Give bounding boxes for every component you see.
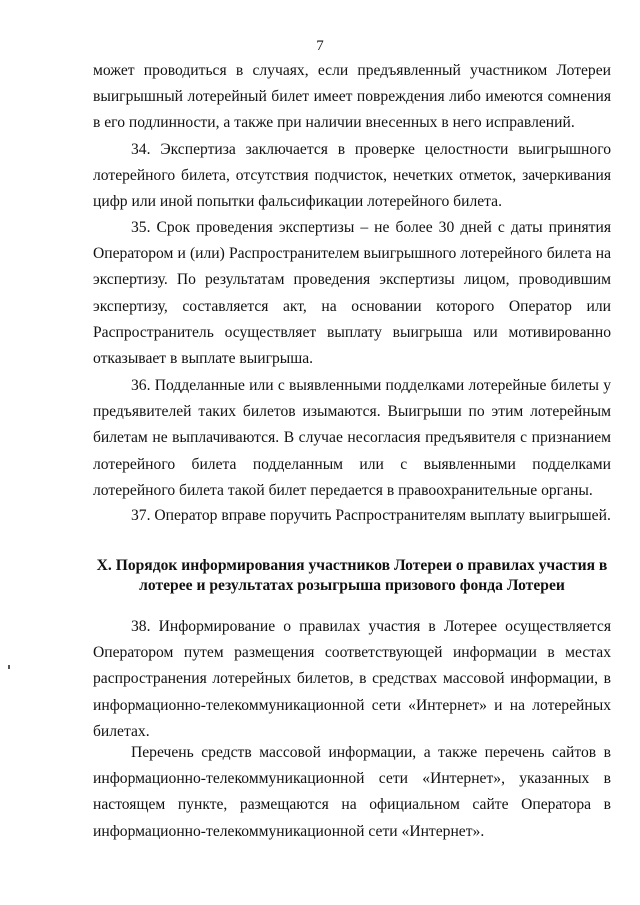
paragraph-34	[93, 137, 611, 216]
paragraph-continuation	[93, 58, 611, 137]
paragraph-text: 34. Экспертиза заключается в проверке целостности выигрышного лотерейного билета, отсутствия подчисток, нечетких отметок, зачеркивания цифр или иной попытки фальсификации лотерейного билета.	[93, 141, 611, 211]
paragraph-text: Перечень средств массовой информации, а также перечень сайтов в информационно-телекоммуникационной сети «Интернет», указанных в настоящем пункте, размещаются на официальном сайте Оператора в информационно-телекоммуникационной сети «Интернет».	[93, 744, 611, 840]
paragraph-text: может проводиться в случаях, если предъявленный участником Лотереи выигрышный лотерейный билет имеет повреждения либо имеются сомнения в его подлинности, а также при наличии внесенных в него исправлений.	[93, 62, 611, 132]
section-heading-line-2: лотерее и результатах розыгрыша призового фонда Лотереи	[139, 577, 565, 594]
paragraph-text: 35. Срок проведения экспертизы – не более 30 дней с даты принятия Оператором и (или) Распространителем выигрышного лотерейного билета на экспертизу. По результатам проведения экспертизы лицом, проводившим экспертизу, составляется акт, на основании которого Оператор или Распространитель осуществляет выплату выигрыша или мотивированно отказывает в выплате выигрыша.	[93, 219, 611, 368]
scan-edge-mark	[8, 665, 10, 669]
paragraph-37	[93, 503, 611, 529]
paragraph-text: 38. Информирование о правилах участия в Лотерее осуществляется Оператором путем размещения соответствующей информации в местах распространения лотерейных билетов, в средствах массовой информации, в информационно-телекоммуникационной сети «Интернет» и на лотерейных билетах.	[93, 618, 611, 740]
paragraph-36	[93, 373, 611, 504]
section-heading	[93, 556, 611, 596]
paragraph-media-list	[93, 740, 611, 845]
paragraph-text: 36. Подделанные или с выявленными подделками лотерейные билеты у предъявителей таких билетов изымаются. Выигрыши по этим лотерейным билетам не выплачиваются. В случае несогласия предъявителя с признанием лотерейного билета подделанным или с выявленными подделками лотерейного билета такой билет передается в правоохранительные органы.	[93, 377, 611, 499]
paragraph-text: 37. Оператор вправе поручить Распространителям выплату выигрышей.	[131, 507, 611, 524]
page-number: 7	[316, 38, 324, 54]
section-heading-line-1: X. Порядок информирования участников Лотереи о правилах участия в	[96, 557, 608, 574]
paragraph-35	[93, 215, 611, 372]
paragraph-38	[93, 614, 611, 745]
